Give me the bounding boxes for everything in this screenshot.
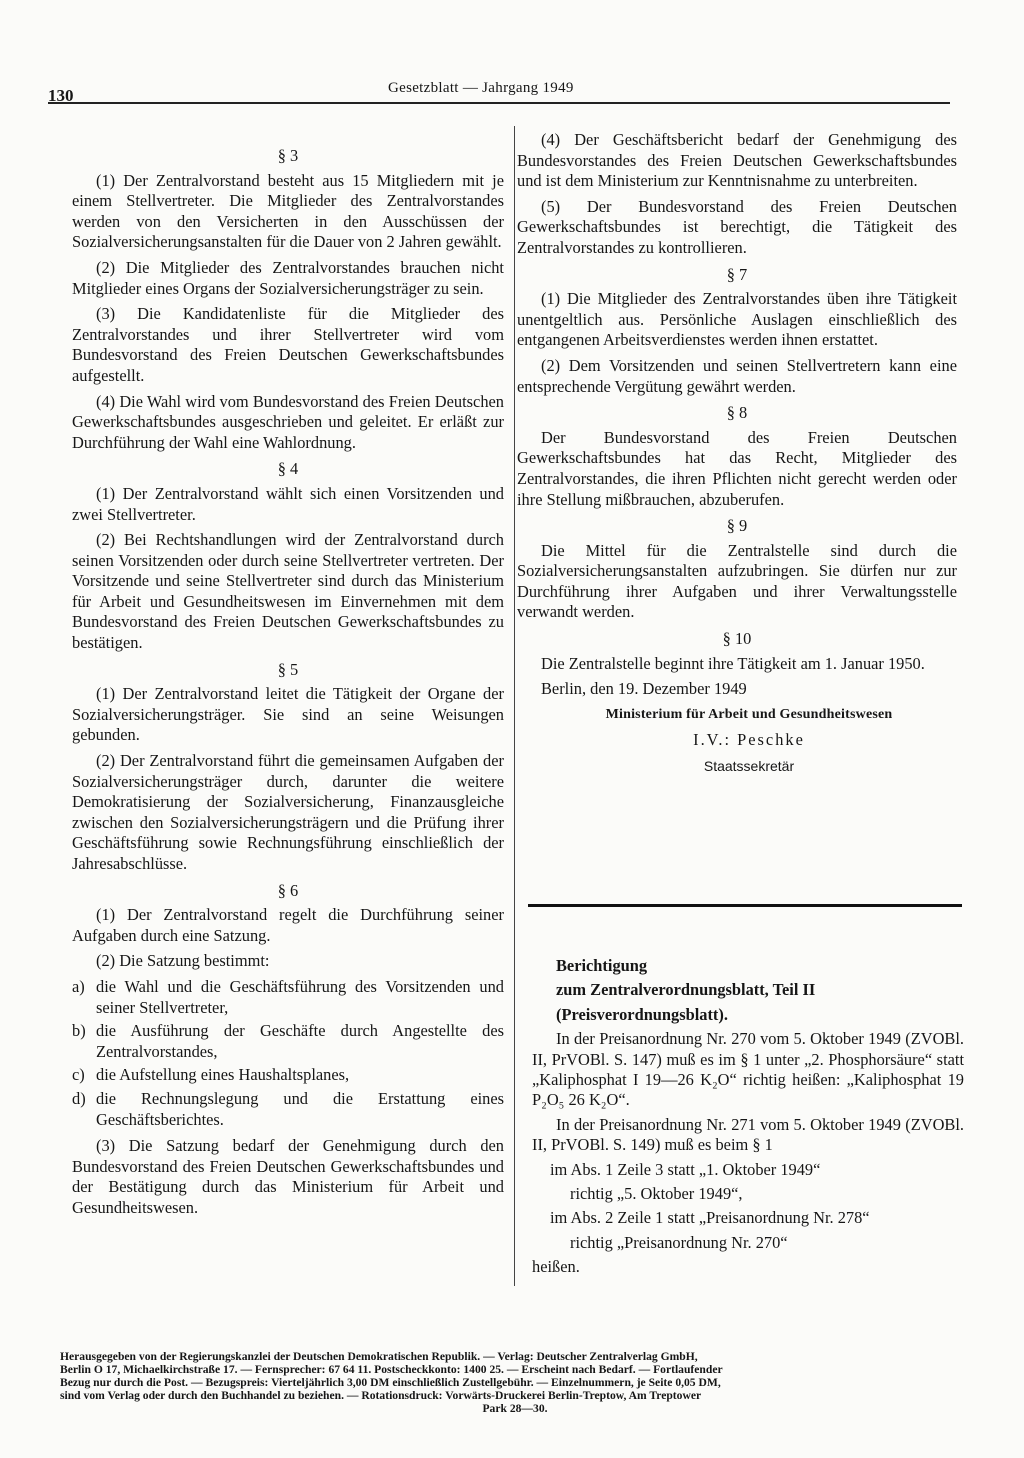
item-label: c): [72, 1065, 85, 1085]
item-text: die Wahl und die Geschäftsführung des Vorsitzenden und seiner Stellvertreter,: [96, 976, 504, 1017]
item-label: d): [72, 1088, 86, 1108]
correction-line: richtig „Preisanordnung Nr. 270“: [570, 1232, 788, 1252]
item-label: a): [72, 976, 85, 996]
paragraph: (4) Der Geschäftsbericht bedarf der Genehmigung des Bundesvorstandes des Freien Deutschen Gewerkschaftsbundes und ist dem Ministerium zur Kenntnisnahme zu unterbreiten.: [517, 130, 957, 191]
paragraph: Der Bundesvorstand des Freien Deutschen Gewerkschaftsbundes hat das Recht, Mitglieder des Zentralvorstandes, die ihren Pflichten nicht gerecht werden oder ihre Stellung mißbrauchen, abzuberufen.: [517, 427, 957, 509]
paragraph: (2) Bei Rechtshandlungen wird der Zentralvorstand durch seinen Vorsitzenden oder durch seine Stellvertreter vertreten. Der Vorsitzende und seine Stellvertreter sind durch das Ministerium für Arbeit und Gesundheitswesen im Einvernehmen mit dem Bundesvorstand des Freien Deutschen Gewerkschaftsbundes zu bestätigen.: [72, 530, 504, 653]
publisher-imprint: [60, 1350, 970, 1415]
paragraph: (2) Dem Vorsitzenden und seinen Stellvertretern kann eine entsprechende Vergütung gewährt werden.: [517, 355, 957, 396]
signature-title: Staatssekretär: [703, 758, 795, 775]
paragraph: In der Preisanordnung Nr. 270 vom 5. Oktober 1949 (ZVOBl. II, PrVOBl. S. 147) muß es im § 1 unter „2. Phosphorsäure“ statt „Kaliphosphat I 19—26 K₂O“ richtig heißen: „Kaliphosphat 19 P₂O₅ 26 K₂O“.: [532, 1029, 964, 1110]
right-column: [517, 130, 957, 782]
list-item: [72, 1021, 504, 1062]
paragraph: In der Preisanordnung Nr. 271 vom 5. Oktober 1949 (ZVOBl. II, PrVOBl. S. 149) muß es beim § 1: [532, 1114, 964, 1155]
item-list: [72, 977, 504, 1130]
correction-title: Berichtigung: [556, 956, 648, 975]
correction-line: im Abs. 2 Zeile 1 statt „Preisanordnung Nr. 278“: [550, 1208, 870, 1228]
section-heading: § 10: [722, 629, 752, 649]
section-heading: § 4: [277, 459, 299, 479]
paragraph: (3) Die Kandidatenliste für die Mitglieder des Zentralvorstandes und ihrer Stellvertreter wird vom Bundesvorstand des Freien Deutschen Gewerkschaftsbundes aufgestellt.: [72, 304, 504, 385]
paragraph: (1) Der Zentralvorstand regelt die Durchführung seiner Aufgaben durch eine Satzung.: [72, 905, 504, 945]
imprint-line: Berlin O 17, Michaelkirchstraße 17. — Fernsprecher: 67 64 11. Postscheckkonto: 1400 25. — Erscheint nach Bedarf. — Fortlaufender: [60, 1363, 723, 1376]
section-heading: § 5: [277, 659, 299, 679]
imprint-line: Herausgegeben von der Regierungskanzlei der Deutschen Demokratischen Republik. — Verlag: Deutscher Zentralverlag GmbH,: [60, 1350, 698, 1363]
section-heading: § 3: [277, 146, 299, 165]
correction-line: im Abs. 1 Zeile 3 statt „1. Oktober 1949“: [550, 1159, 821, 1179]
paragraph: (5) Der Bundesvorstand des Freien Deutschen Gewerkschaftsbundes ist berechtigt, die Tätigkeit des Zentralvorstandes zu kontrollieren.: [517, 196, 957, 257]
paragraph: (4) Die Wahl wird vom Bundesvorstand des Freien Deutschen Gewerkschaftsbundes ausgeschrieben und geleitet. Er erläßt zur Durchführung der Wahl eine Wahlordnung.: [72, 391, 504, 452]
correction-line: richtig „5. Oktober 1949“,: [570, 1184, 743, 1204]
correction-subtitle: zum Zentralverordnungsblatt, Teil II: [556, 980, 816, 1000]
imprint-line: Bezug nur durch die Post. — Bezugspreis: Vierteljährlich 3,00 DM einschließlich Zustellgebühr. — Einzelnummern, je Seite 0,05 DM,: [60, 1376, 721, 1389]
paragraph: (1) Der Zentralvorstand wählt sich einen Vorsitzenden und zwei Stellvertreter.: [72, 483, 504, 524]
correction-subtitle: (Preisverordnungsblatt).: [556, 1004, 728, 1024]
paragraph: (2) Der Zentralvorstand führt die gemeinsamen Aufgaben der Sozialversicherungsträger durch, darunter die weitere Demokratisierung der Sozialversicherung, Finanzausgleiche zwischen den Sozialversicherungsträgern und die Prüfung ihrer Geschäftsführung sowie Rechnungsführung einschließlich der Jahresabschlüsse.: [72, 751, 504, 873]
correction-notice: [532, 956, 964, 1282]
item-text: die Aufstellung eines Haushaltsplanes,: [96, 1065, 350, 1085]
signature-name: I.V.: Peschke: [693, 730, 805, 750]
section-rule: [528, 904, 962, 907]
imprint-line: sind vom Verlag oder durch den Buchhandel zu beziehen. — Rotationsdruck: Vorwärts-Druckerei Berlin-Treptow, Am Treptower: [60, 1389, 702, 1402]
paragraph: (2) Die Mitglieder des Zentralvorstandes brauchen nicht Mitglieder eines Organs der Sozialversicherungsträger zu sein.: [72, 257, 504, 298]
page-number: 130: [48, 86, 74, 105]
correction-line: heißen.: [532, 1257, 580, 1277]
left-column: [72, 140, 504, 1224]
section-heading: § 6: [277, 880, 299, 900]
paragraph: (3) Die Satzung bedarf der Genehmigung durch den Bundesvorstand des Freien Deutschen Gewerkschaftsbundes und der Bestätigung durch das Ministerium für Arbeit und Gesundheitswesen.: [72, 1136, 504, 1217]
paragraph: Die Mittel für die Zentralstelle sind durch die Sozialversicherungsanstalten aufzubringen. Sie dürfen nur zur Durchführung ihrer Aufgaben und ihrer Verwaltungsstelle verwandt werden.: [517, 540, 957, 622]
paragraph: Die Zentralstelle beginnt ihre Tätigkeit am 1. Januar 1950.: [541, 653, 925, 673]
running-title: Gesetzblatt — Jahrgang 1949: [388, 80, 574, 96]
item-text: die Ausführung der Geschäfte durch Angestellte des Zentralvorstandes,: [96, 1021, 504, 1061]
paragraph: (2) Die Satzung bestimmt:: [96, 951, 270, 971]
section-heading: § 7: [726, 264, 748, 284]
paragraph: (1) Der Zentralvorstand leitet die Tätigkeit der Organe der Sozialversicherungsträger. Sie sind an seine Weisungen gebunden.: [72, 684, 504, 745]
place-date: Berlin, den 19. Dezember 1949: [541, 679, 747, 699]
paragraph: (1) Die Mitglieder des Zentralvorstandes üben ihre Tätigkeit unentgeltlich aus. Persönliche Auslagen einschließlich des entgangenen Arbeitsverdienstes werden ihnen erstattet.: [517, 289, 957, 350]
list-item: [72, 977, 504, 1018]
section-heading: § 8: [726, 403, 748, 423]
signature-organization: Ministerium für Arbeit und Gesundheitswesen: [605, 706, 893, 722]
header-rule: [48, 102, 950, 104]
section-heading: § 9: [726, 516, 748, 536]
list-item: [72, 1089, 504, 1130]
paragraph: (1) Der Zentralvorstand besteht aus 15 Mitgliedern mit je einem Stellvertreter. Die Mitglieder des Zentralvorstandes werden von den Versicherten in den Ausschüssen der Sozialversicherungsanstalten für die Dauer von 2 Jahren gewählt.: [72, 170, 504, 252]
item-text: die Rechnungslegung und die Erstattung eines Geschäftsberichtes.: [96, 1088, 504, 1129]
list-item: [72, 1065, 504, 1086]
item-label: b): [72, 1021, 86, 1041]
imprint-line: Park 28—30.: [482, 1402, 548, 1415]
column-divider: [514, 126, 515, 1286]
